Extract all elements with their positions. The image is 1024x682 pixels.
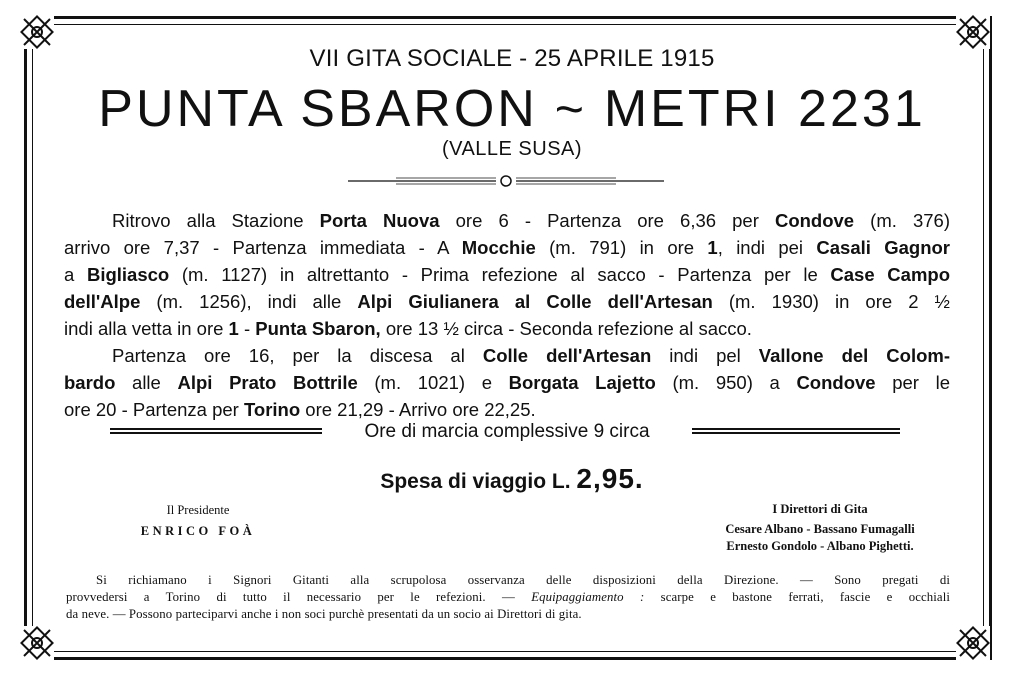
bold-place-name: dell'Alpe	[64, 291, 141, 312]
president-name: ENRICO FOÀ	[140, 524, 256, 538]
program-paragraph-1	[64, 207, 950, 342]
bold-place-name: Punta Sbaron,	[255, 318, 381, 339]
program-text: a	[64, 264, 87, 285]
program-text: , indi pei	[717, 237, 817, 258]
notice-line-2-em: Equipaggiamento :	[531, 590, 645, 604]
directors-line-2: Ernesto Gondolo - Albano Pighetti.	[726, 539, 914, 553]
program-text: arrivo ore 7,37 - Partenza immediata - A	[64, 237, 462, 258]
bold-place-name: Condove	[774, 210, 855, 231]
bold-place-name: Porta Nuova	[319, 210, 440, 231]
event-subtitle: VII GITA SOCIALE - 25 APRILE 1915	[309, 45, 715, 72]
program-line	[64, 342, 950, 369]
travel-cost-amount: 2,95.	[576, 463, 644, 494]
bold-place-name: Mocchie	[461, 237, 536, 258]
bold-place-name: 1	[228, 318, 239, 339]
program-line	[64, 234, 950, 261]
double-rule-right	[692, 428, 900, 434]
program-text: (m. 1127) in altrettanto - Prima refezione al sacco - Partenza per le	[169, 264, 831, 285]
bold-place-name: Borgata Lajetto	[508, 372, 656, 393]
program-text: indi pel	[651, 345, 759, 366]
title-separator: ~	[554, 81, 587, 137]
bold-place-name: Torino	[243, 399, 301, 420]
march-time-row	[110, 422, 900, 446]
page-title	[0, 82, 1024, 136]
bold-place-name: Alpi Prato Bottrile	[177, 372, 358, 393]
bold-place-name: 1	[707, 237, 718, 258]
bold-place-name: Casali Gagnor	[816, 237, 951, 258]
corner-knot-icon	[956, 15, 990, 49]
bold-place-name: Alpi Giulianera al Colle dell'Artesan	[357, 291, 713, 312]
president-block	[118, 503, 278, 539]
program-text: Ritrovo alla Stazione	[112, 210, 320, 231]
program-text: per le	[875, 372, 950, 393]
program-text: indi alla vetta in ore	[64, 318, 229, 339]
program-text: ore 20 - Partenza per	[64, 399, 244, 420]
bold-place-name: Vallone del Colom-	[758, 345, 951, 366]
divider-ornament-icon	[348, 173, 664, 189]
directors-block	[684, 501, 956, 555]
travel-cost	[0, 463, 1024, 495]
valley-name: (VALLE SUSA)	[441, 138, 583, 160]
program-text: alle	[115, 372, 178, 393]
bold-place-name: Bigliasco	[86, 264, 170, 285]
program-paragraph-2	[64, 342, 950, 423]
program-text: ore 6 - Partenza ore 6,36 per	[439, 210, 775, 231]
notice-line-2-b: scarpe e bastone ferrati, fascie e occhiali	[644, 590, 951, 604]
program-line	[64, 396, 950, 423]
corner-knot-icon	[20, 626, 54, 660]
program-line	[64, 261, 950, 288]
notice-line-1: Si richiamano i Signori Gitanti alla scrupolosa osservanza delle disposizioni della Direzione. — Sono pregati di	[96, 573, 950, 587]
notice-line-2-a: provvedersi a Torino di tutto il necessario per le refezioni. —	[66, 590, 532, 604]
bold-place-name: Condove	[796, 372, 876, 393]
bold-place-name: Case Campo	[830, 264, 950, 285]
corner-knot-icon	[956, 626, 990, 660]
program-text: -	[238, 318, 256, 339]
program-line	[64, 315, 950, 342]
program-text: (m. 1930) in ore 2 ½	[712, 291, 950, 312]
program-line	[64, 369, 950, 396]
bold-place-name: bardo	[64, 372, 116, 393]
directors-role: I Direttori di Gita	[772, 502, 868, 516]
program-text: (m. 376)	[854, 210, 950, 231]
march-time: Ore di marcia complessive 9 circa	[364, 421, 650, 442]
program-text: (m. 1256), indi alle	[140, 291, 358, 312]
program-text: (m. 1021) e	[357, 372, 509, 393]
directors-line-1: Cesare Albano - Bassano Fumagalli	[725, 522, 915, 536]
corner-knot-icon	[20, 15, 54, 49]
notice-line-3: da neve. — Possono parteciparvi anche i non soci purchè presentati da un socio ai Direttori di gita.	[66, 607, 582, 621]
travel-cost-label: Spesa di viaggio L.	[380, 470, 571, 493]
program-text: ore 21,29 - Arrivo ore 22,25.	[300, 399, 536, 420]
program-text: Partenza ore 16, per la discesa al	[112, 345, 483, 366]
double-rule-left	[110, 428, 322, 434]
program-line	[64, 288, 950, 315]
title-peak: PUNTA SBARON	[98, 80, 538, 138]
notice-line-2	[66, 589, 950, 606]
program-text: ore 13 ½ circa - Seconda refezione al sacco.	[380, 318, 752, 339]
title-altitude: METRI 2231	[603, 80, 926, 138]
bold-place-name: Colle dell'Artesan	[482, 345, 652, 366]
program-text: (m. 950) a	[655, 372, 797, 393]
program-text: (m. 791) in ore	[535, 237, 708, 258]
president-role: Il Presidente	[166, 503, 230, 517]
notice-paragraph	[66, 572, 950, 623]
program-line	[64, 207, 950, 234]
